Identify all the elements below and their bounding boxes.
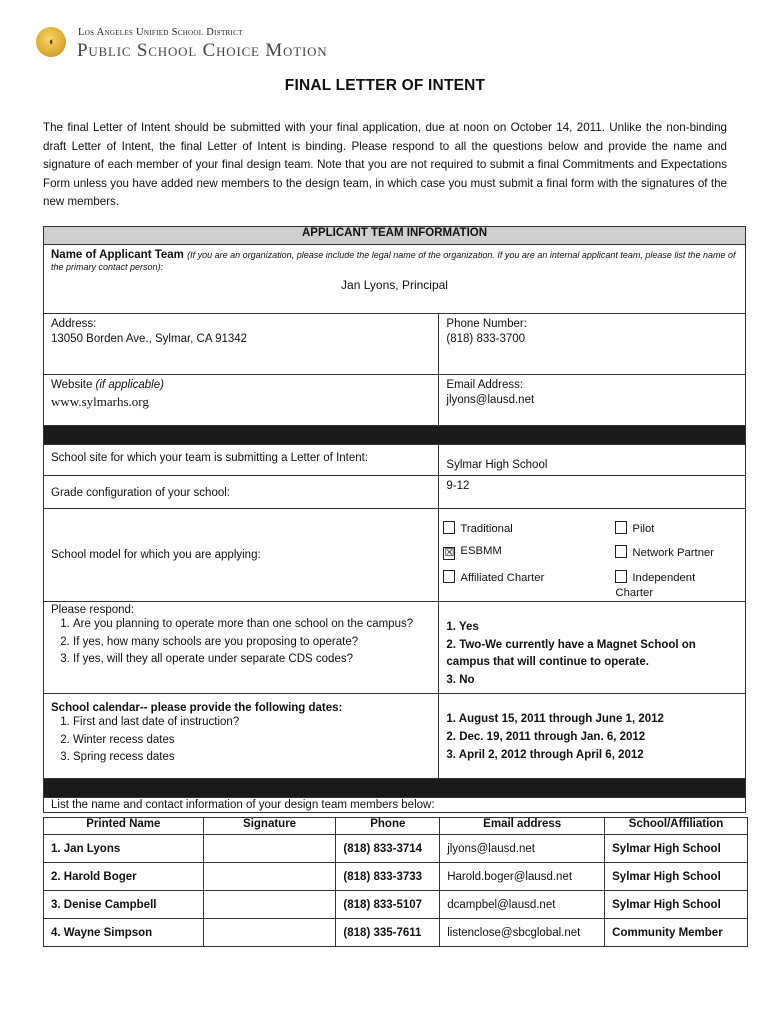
district-name: Los Angeles Unified School District: [78, 27, 243, 38]
checkbox-esbmm-checked[interactable]: ☒: [444, 547, 455, 559]
calendar-answers-cell: [439, 694, 746, 779]
member-phone: (818) 335-7611: [336, 919, 440, 947]
col-phone: Phone: [336, 818, 440, 835]
divider-bar-2: [44, 779, 746, 798]
table-row: [44, 835, 748, 863]
calendar-label: School calendar-- please provide the following dates:: [51, 702, 343, 714]
member-phone: (818) 833-3733: [336, 863, 440, 891]
table-row: [44, 919, 748, 947]
phone-value: (818) 833-3700: [446, 333, 526, 345]
member-signature: [203, 835, 336, 863]
site-label-cell: [44, 445, 439, 476]
phone-label: Phone Number:: [446, 318, 527, 330]
member-name: 3. Denise Campbell: [44, 891, 204, 919]
site-value: Sylmar High School: [446, 459, 548, 471]
email-label: Email Address:: [446, 379, 524, 391]
member-email: jlyons@lausd.net: [440, 835, 605, 863]
address-cell: [44, 314, 439, 375]
respond-cell: [44, 602, 439, 694]
team-name-note: (If you are an organization, please include the legal name of the organization. If you are an internal applicant team, please list the name of the primary contact person):: [51, 250, 736, 272]
program-name: Public School Choice Motion: [77, 40, 328, 61]
option-affiliated-charter[interactable]: Affiliated Charter: [443, 570, 544, 584]
website-label: Website: [51, 379, 93, 391]
website-note: (if applicable): [95, 379, 164, 391]
team-list-title: List the name and contact information of your design team members below:: [51, 799, 435, 811]
site-value-cell: [439, 445, 746, 476]
checkbox-independent-charter[interactable]: [615, 570, 627, 583]
option-pilot[interactable]: Pilot: [615, 521, 654, 535]
table-row: [44, 891, 748, 919]
grade-value: 9-12: [446, 480, 470, 492]
member-name: 4. Wayne Simpson: [44, 919, 204, 947]
page-title: FINAL LETTER OF INTENT: [284, 77, 486, 94]
applicant-table: [43, 226, 746, 813]
team-header-row: [44, 818, 748, 835]
intro-paragraph: The final Letter of Intent should be submitted with your final application, due at noon on October 14, 2011. Unlike the non-binding draft Letter of Intent, the final Letter of Intent is binding. Please respond to all the questions below and provide the name and signature of each member of your final design team. Note that you are not required to submit a final Commitments and Expectations Form unless you have added new members to the design team, in which case you must submit a final form with the signatures of the new members.: [43, 121, 727, 208]
checkbox-traditional[interactable]: [443, 521, 455, 534]
question-2: 2. If yes, how many schools are you proposing to operate?: [73, 634, 431, 652]
grade-value-cell: [439, 476, 746, 509]
answer-3: 3. No: [446, 673, 475, 686]
member-signature: [203, 919, 336, 947]
calendar-answer-3: 3. April 2, 2012 through April 6, 2012: [446, 749, 644, 761]
calendar-answer-1: 1. August 15, 2011 through June 1, 2012: [446, 713, 664, 725]
answer-2: 2. Two-We currently have a Magnet School on campus that will continue to operate.: [446, 638, 696, 668]
district-seal-icon: ◖: [36, 27, 66, 57]
member-signature: [203, 891, 336, 919]
site-label: School site for which your team is submitting a Letter of Intent:: [51, 452, 369, 464]
section-header: APPLICANT TEAM INFORMATION: [44, 227, 746, 245]
calendar-answer-2: 2. Dec. 19, 2011 through Jan. 6, 2012: [446, 731, 646, 743]
member-name: 2. Harold Boger: [44, 863, 204, 891]
question-1: 1. Are you planning to operate more than one school on the campus?: [73, 616, 431, 634]
checkbox-network-partner[interactable]: [615, 545, 627, 558]
checkbox-pilot[interactable]: [615, 521, 627, 534]
grade-label: Grade configuration of your school:: [51, 487, 230, 499]
checkbox-affiliated-charter[interactable]: [443, 570, 455, 583]
col-affiliation: School/Affiliation: [605, 818, 748, 835]
grade-label-cell: [44, 476, 439, 509]
member-phone: (818) 833-5107: [336, 891, 440, 919]
col-signature: Signature: [203, 818, 336, 835]
email-cell: [439, 375, 746, 426]
team-name-label: Name of Applicant Team: [51, 249, 184, 261]
member-name: 1. Jan Lyons: [44, 835, 204, 863]
team-list-title-cell: [44, 798, 746, 813]
table-row: [44, 863, 748, 891]
member-affiliation: Community Member: [605, 919, 748, 947]
phone-cell: [439, 314, 746, 375]
calendar-item-2: 2. Winter recess dates: [73, 732, 431, 750]
member-signature: [203, 863, 336, 891]
option-esbmm[interactable]: ☒ ESBMM: [444, 545, 502, 559]
member-affiliation: Sylmar High School: [605, 835, 748, 863]
divider-bar: [44, 426, 746, 445]
option-traditional[interactable]: Traditional: [443, 521, 512, 535]
member-affiliation: Sylmar High School: [605, 863, 748, 891]
member-email: dcampbel@lausd.net: [440, 891, 605, 919]
team-name-cell: [44, 245, 746, 314]
member-phone: (818) 833-3714: [336, 835, 440, 863]
respond-label: Please respond:: [51, 604, 135, 616]
email-value: jlyons@lausd.net: [446, 394, 535, 406]
model-options-cell: [439, 509, 746, 602]
member-email: listenclose@sbcglobal.net: [440, 919, 605, 947]
address-label: Address:: [51, 318, 97, 330]
team-name-value: Jan Lyons, Principal: [341, 278, 448, 292]
website-cell: [44, 375, 439, 426]
address-value: 13050 Borden Ave., Sylmar, CA 91342: [51, 333, 248, 345]
design-team-table: [43, 817, 748, 947]
member-affiliation: Sylmar High School: [605, 891, 748, 919]
calendar-item-1: 1. First and last date of instruction?: [73, 714, 431, 732]
question-3: 3. If yes, will they all operate under separate CDS codes?: [73, 651, 431, 669]
model-label: School model for which you are applying:: [51, 549, 261, 561]
model-label-cell: [44, 509, 439, 602]
website-value: www.sylmarhs.org: [51, 394, 149, 409]
calendar-cell: [44, 694, 439, 779]
answers-cell: [439, 602, 746, 694]
answer-1: 1. Yes: [446, 621, 479, 633]
calendar-item-3: 3. Spring recess dates: [73, 749, 431, 767]
col-printed-name: Printed Name: [44, 818, 204, 835]
member-email: Harold.boger@lausd.net: [440, 863, 605, 891]
option-network-partner[interactable]: Network Partner: [615, 545, 714, 559]
col-email: Email address: [440, 818, 605, 835]
option-independent-charter[interactable]: Independent Charter: [615, 572, 696, 599]
